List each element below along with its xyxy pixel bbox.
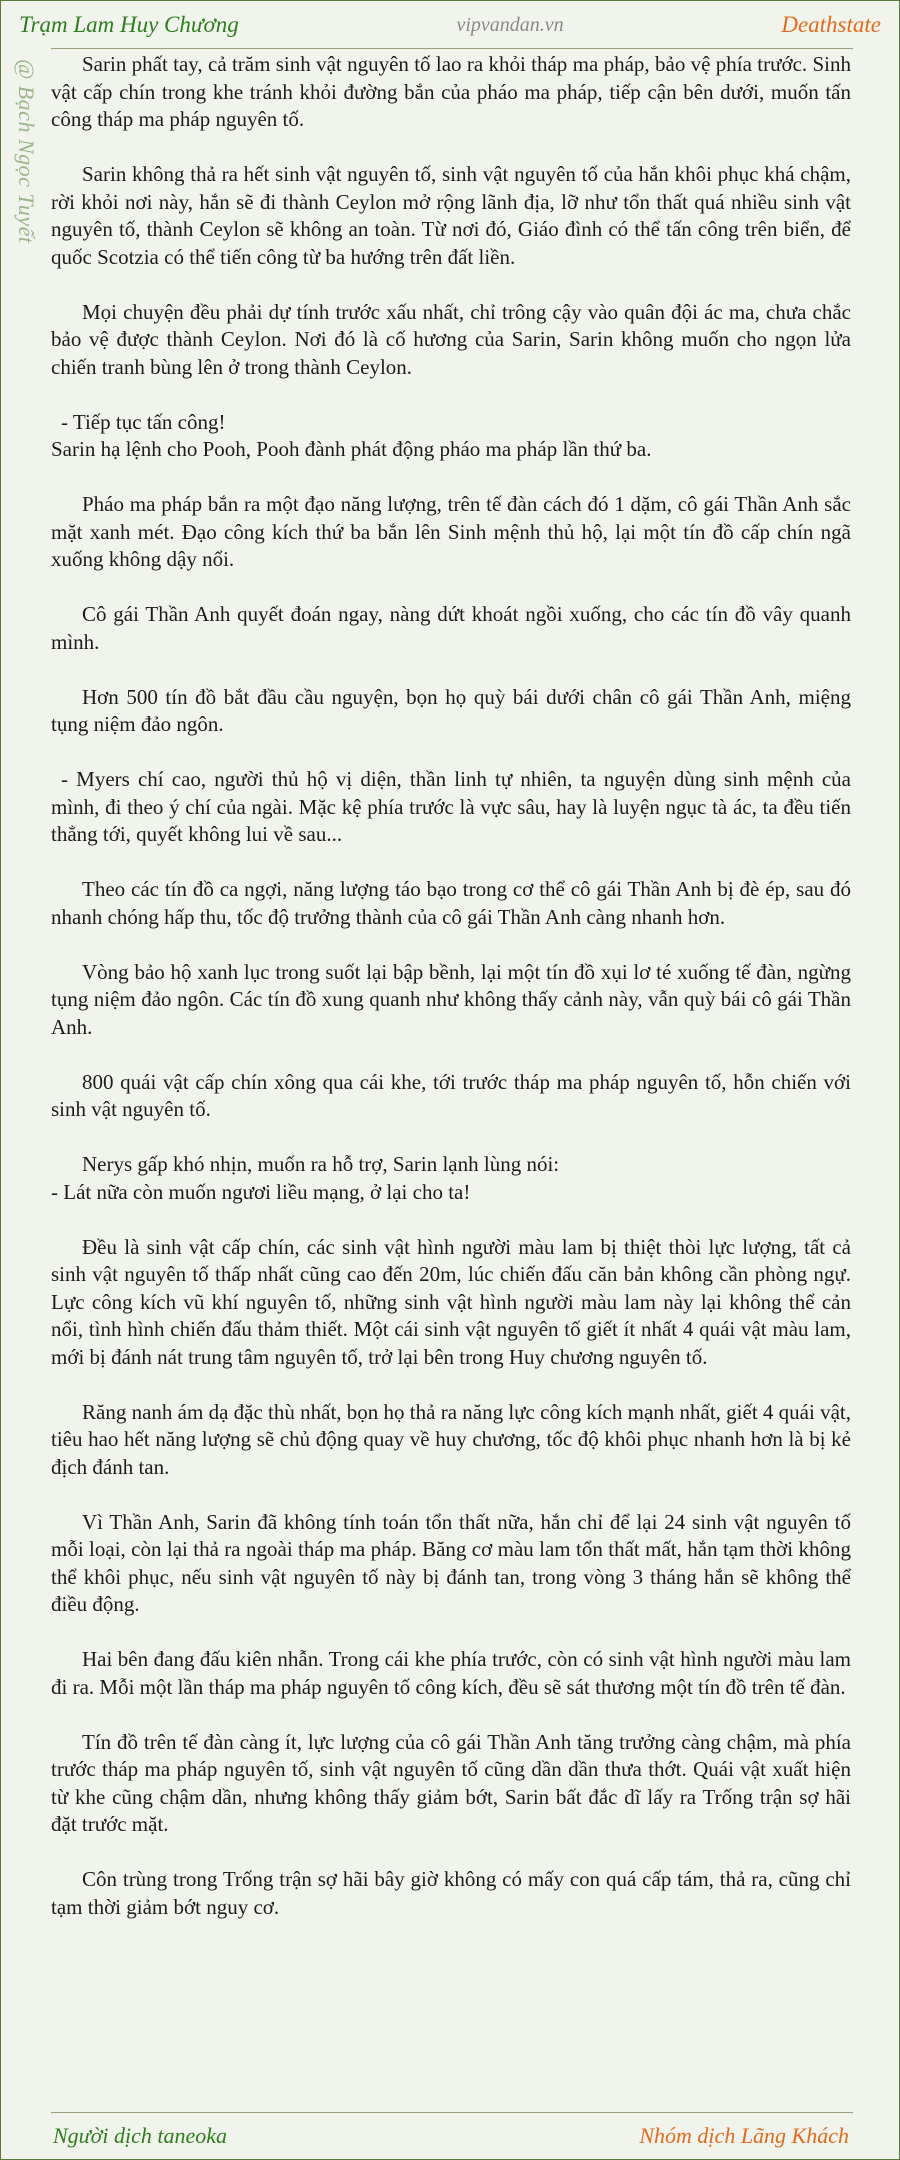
paragraph: Pháo ma pháp bắn ra một đạo năng lượng, trên tế đàn cách đó 1 dặm, cô gái Thần Anh sắc mặt xanh mét. Đạo công kích thứ ba bắn lên Sinh mệnh thủ hộ, lại một tín đồ cấp chín ngã xuống không dậy nổi. <box>51 492 851 571</box>
paragraph: Sarin không thả ra hết sinh vật nguyên tố, sinh vật nguyên tố của hắn khôi phục khá chậm, rời khỏi nơi này, hắn sẽ đi thành Ceylon mở rộng lãnh địa, lỡ như tổn thất quá nhiều sinh vật nguyên tố, thành Ceylon sẽ không an toàn. Từ nơi đó, Giáo đình có thể tấn công trên biển, để quốc Scotzia có thể tiến công từ ba hướng trên đất liền. <box>51 162 851 269</box>
dialogue-line: - Tiếp tục tấn công! <box>61 409 226 434</box>
paragraph: Nerys gấp khó nhịn, muốn ra hỗ trợ, Sarin lạnh lùng nói: <box>82 1152 560 1176</box>
paragraph: Vì Thần Anh, Sarin đã không tính toán tổn thất nữa, hắn chỉ để lại 24 sinh vật nguyên tố mỗi loại, còn lại thả ra ngoài tháp ma pháp. Băng cơ màu lam tổn thất mất, hắn tạm thời không thể khôi phục, nếu sinh vật nguyên tố này bị đánh tan, trong vòng 3 tháng hắn sẽ không thể điều động. <box>51 1509 851 1616</box>
paragraph: Vòng bảo hộ xanh lục trong suốt lại bập bềnh, lại một tín đồ xụi lơ té xuống tế đàn, ngừng tụng niệm đảo ngôn. Các tín đồ xung quanh như không thấy cảnh này, vẫn quỳ bái cô gái Thần Anh. <box>51 959 851 1039</box>
header-url: vipvandan.vn <box>456 13 564 36</box>
paragraph: Theo các tín đồ ca ngợi, năng lượng táo bạo trong cơ thể cô gái Thần Anh bị đè ép, sau đó nhanh chóng hấp thu, tốc độ trưởng thành của cô gái Thần Anh càng nhanh hơn. <box>51 877 851 929</box>
paragraph: Đều là sinh vật cấp chín, các sinh vật hình người màu lam bị thiệt thòi lực lượng, tất cả sinh vật nguyên tố thấp nhất cũng cao đến 20m, lúc chiến đấu căn bản không cần phòng ngự. Lực công kích vũ khí nguyên tố, những sinh vật hình người màu lam này lại không thể cản nổi, tình hình chiến đấu thảm thiết. Một cái sinh vật nguyên tố giết ít nhất 4 quái vật màu lam, mới bị đánh nát trung tâm nguyên tố, trở lại bên trong Huy chương nguyên tố. <box>51 1234 851 1369</box>
watermark: @ Bạch Ngọc Tuyết <box>14 59 39 244</box>
header-divider <box>51 48 853 49</box>
dialogue-line: - Myers chí cao, người thủ hộ vị diện, thần linh tự nhiên, ta nguyện dùng sinh mệnh của mình, đi theo ý chí của ngài. Mặc kệ phía trước là vực sâu, hay là luyện ngục tà ác, ta đều tiến thẳng tới, quyết không lui về sau... <box>51 767 851 846</box>
paragraph: Côn trùng trong Trống trận sợ hãi bây giờ không có mấy con quá cấp tám, thả ra, cũng chỉ tạm thời giảm bớt nguy cơ. <box>51 1867 851 1919</box>
footer-divider <box>51 2112 853 2113</box>
paragraph: Sarin phất tay, cả trăm sinh vật nguyên tố lao ra khỏi tháp ma pháp, bảo vệ phía trước. Sinh vật cấp chín trong khe tránh khỏi đường bắn của pháo ma pháp, tiếp cận bên dưới, muốn tấn công tháp ma pháp nguyên tố. <box>51 52 851 131</box>
paragraph: Hơn 500 tín đồ bắt đầu cầu nguyện, bọn họ quỳ bái dưới chân cô gái Thần Anh, miệng tụng niệm đảo ngôn. <box>51 684 851 736</box>
paragraph: Mọi chuyện đều phải dự tính trước xấu nhất, chỉ trông cậy vào quân đội ác ma, chưa chắc bảo vệ được thành Ceylon. Nơi đó là cố hương của Sarin, Sarin không muốn cho ngọn lửa chiến tranh bùng lên ở trong thành Ceylon. <box>51 299 851 379</box>
paragraph: Răng nanh ám dạ đặc thù nhất, bọn họ thả ra năng lực công kích mạnh nhất, giết 4 quái vật, tiêu hao hết năng lượng sẽ chủ động quay về huy chương, tốc độ khôi phục nhanh hơn là bị kẻ địch đánh tan. <box>51 1399 851 1479</box>
page-footer <box>53 2118 849 2154</box>
paragraph: 800 quái vật cấp chín xông qua cái khe, tới trước tháp ma pháp nguyên tố, hỗn chiến với sinh vật nguyên tố. <box>51 1069 851 1121</box>
dialogue-line: - Lát nữa còn muốn ngươi liều mạng, ở lại cho ta! <box>51 1179 471 1204</box>
header-site-title: Trạm Lam Huy Chương <box>19 12 239 37</box>
paragraph: Sarin hạ lệnh cho Pooh, Pooh đành phát động pháo ma pháp lần thứ ba. <box>51 437 652 461</box>
paragraph: Tín đồ trên tế đàn càng ít, lực lượng của cô gái Thần Anh tăng trưởng càng chậm, mà phía trước tháp ma pháp nguyên tố, sinh vật nguyên tố cũng dần dần thưa thớt. Quái vật xuất hiện từ khe cũng chậm dần, nhưng không thấy giảm bớt, Sarin bất đắc dĩ lấy ra Trống trận sợ hãi đặt trước mặt. <box>51 1729 851 1836</box>
footer-translator: Người dịch taneoka <box>53 2123 228 2148</box>
paragraph: Hai bên đang đấu kiên nhẫn. Trong cái khe phía trước, còn có sinh vật hình người màu lam đi ra. Mỗi một lần tháp ma pháp nguyên tố công kích, đều sẽ sát thương một tín đồ trên tế đàn. <box>51 1647 851 1699</box>
footer-group: Nhóm dịch Lãng Khách <box>639 2123 849 2148</box>
chapter-body <box>51 51 851 1949</box>
page-header <box>19 7 881 43</box>
header-author: Deathstate <box>781 12 881 37</box>
paragraph: Cô gái Thần Anh quyết đoán ngay, nàng dứt khoát ngồi xuống, cho các tín đồ vây quanh mình. <box>51 602 851 654</box>
